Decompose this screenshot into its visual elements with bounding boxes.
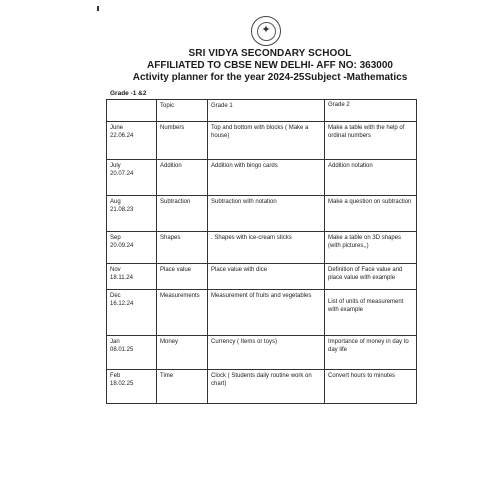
month-cell — [107, 336, 157, 370]
table-row — [107, 232, 417, 264]
topic-cell: Numbers — [157, 122, 208, 160]
grade-2-activity-cell: List of units of measurement with example — [325, 290, 417, 336]
grade-label: Grade -1 &2 — [110, 90, 147, 97]
header-cell-grade-1: Grade 1 — [208, 100, 325, 122]
affiliation-line: AFFILIATED TO CBSE NEW DELHI- AFF NO: 363000 — [147, 60, 393, 71]
month-cell — [107, 370, 157, 404]
seal-emblem-icon: ✦ — [261, 24, 271, 36]
topic-cell: Place value — [157, 264, 208, 290]
month-name: June — [110, 125, 124, 131]
activity-date: 18.11.24 — [110, 275, 133, 281]
grade-1-activity-cell: Measurement of fruits and vegetables — [208, 290, 325, 336]
activity-date: 16.12.24 — [110, 301, 134, 307]
table-row — [107, 290, 417, 336]
month-name: Feb — [110, 373, 121, 379]
topic-cell: Shapes — [157, 232, 208, 264]
month-cell — [107, 232, 157, 264]
grade-1-activity-cell: . Shapes with ice-cream sticks — [208, 232, 325, 264]
table-row — [107, 160, 417, 196]
grade-2-activity-cell: Convert hours to minutes — [325, 370, 417, 404]
grade-1-activity-cell: Addition with bingo cards — [208, 160, 325, 196]
activity-date: 20.09.24 — [110, 243, 134, 249]
table-header-row — [107, 100, 417, 122]
grade-2-activity-cell: Make a question on subtraction — [325, 196, 417, 232]
header-cell-grade-2: Grade 2 — [325, 100, 417, 122]
grade-2-activity-cell: Make a table on 3D shapes (with pictures,,) — [325, 232, 417, 264]
activity-date: 18.02.25 — [110, 381, 134, 387]
header-cell-month — [107, 100, 157, 122]
grade-2-activity-cell: Addition notation — [325, 160, 417, 196]
table-row — [107, 264, 417, 290]
grade-2-activity-cell: Make a table with the help of ordinal numbers — [325, 122, 417, 160]
header-cell-topic: Topic — [157, 100, 208, 122]
table-row — [107, 336, 417, 370]
month-cell — [107, 196, 157, 232]
month-name: Sep — [110, 235, 121, 241]
planner-title: Activity planner for the year 2024-25Subject -Mathematics — [132, 72, 408, 83]
grade-1-activity-cell: Subtraction with notation — [208, 196, 325, 232]
topic-cell: Money — [157, 336, 208, 370]
grade-2-activity-cell: Importance of money in day to day life — [325, 336, 417, 370]
month-cell — [107, 122, 157, 160]
topic-cell: Addition — [157, 160, 208, 196]
document-header — [120, 48, 420, 84]
grade-1-activity-cell: Place value with dice — [208, 264, 325, 290]
topic-cell: Measurements — [157, 290, 208, 336]
grade-1-activity-cell: Clock ( Students daily routine work on chart) — [208, 370, 325, 404]
grade-1-activity-cell: Currency ( Items or toys) — [208, 336, 325, 370]
activity-date: 20.07.24 — [110, 171, 134, 177]
topic-cell: Subtraction — [157, 196, 208, 232]
activity-date: 22.06.24 — [110, 133, 134, 139]
activity-planner-table — [106, 99, 417, 404]
month-name: Aug — [110, 199, 121, 205]
month-name: Jan — [110, 339, 120, 345]
activity-date: 21.08.23 — [110, 207, 134, 213]
school-name: SRI VIDYA SECONDARY SCHOOL — [188, 48, 352, 59]
table-row — [107, 122, 417, 160]
month-name: Dec — [110, 293, 121, 299]
month-cell — [107, 160, 157, 196]
grade-2-activity-cell: Definition of Face value and place value with example — [325, 264, 417, 290]
school-seal-logo — [251, 16, 281, 46]
month-name: July — [110, 163, 121, 169]
topic-cell: Time — [157, 370, 208, 404]
table-row — [107, 196, 417, 232]
scan-mark — [97, 6, 99, 11]
table-row — [107, 370, 417, 404]
month-cell — [107, 264, 157, 290]
month-name: Nov — [110, 267, 121, 273]
grade-1-activity-cell: Top and bottom with blocks ( Make a house) — [208, 122, 325, 160]
month-cell — [107, 290, 157, 336]
activity-date: 08.01.25 — [110, 347, 134, 353]
